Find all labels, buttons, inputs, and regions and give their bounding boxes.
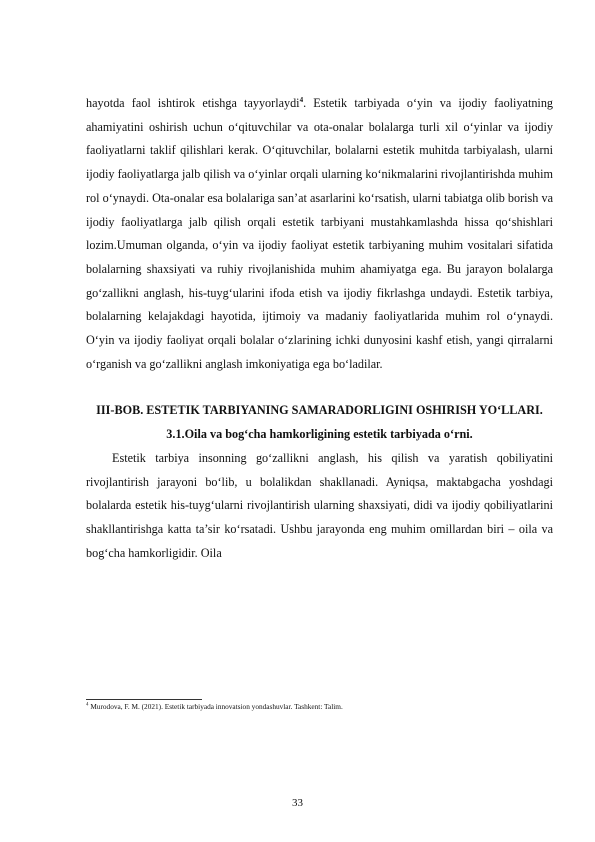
footnote-number: 4 <box>86 702 89 708</box>
paragraph-1-text-start: hayotda faol ishtirok etishga tayyorlaydi <box>86 96 300 110</box>
footnote-reference: 4 <box>299 95 304 104</box>
page-content <box>86 92 553 565</box>
chapter-heading: III-BOB. ESTETIK TARBIYANING SAMARADORLIGINI OSHIRISH YO‘LLARI. <box>96 403 543 418</box>
footnote <box>86 702 553 712</box>
footnote-text: Murodova, F. M. (2021). Estetik tarbiyada innovatsion yondashuvlar. Tashkent: Talim. <box>88 702 343 711</box>
section-heading: 3.1.Oila va bog‘cha hamkorligining estetik tarbiyada o‘rni. <box>166 427 473 442</box>
footnote-divider <box>86 699 202 700</box>
body-paragraph-2: Estetik tarbiya insonning go‘zallikni anglash, his qilish va yaratish qobiliyatini rivojlantirish jarayoni bo‘lib, u bolalikdan shakllanadi. Ayniqsa, maktabgacha yoshdagi bolalarda estetik his-tuyg‘ularni rivojlantirish ularning shaxsiyati, didi va ijodiy qobiliyatlarini shakllantirishga katta ta’sir ko‘rsatadi. Ushbu jarayonda eng muhim omillardan biri – oila va bog‘cha hamkorligidir. Oila <box>86 450 553 560</box>
page-number: 33 <box>292 797 303 809</box>
body-paragraph-1 <box>86 92 553 376</box>
paragraph-1-text-rest: . Estetik tarbiyada o‘yin va ijodiy faoliyatning ahamiyatini oshirish uchun o‘qituvchilar va ota-onalar bolalarga turli xil o‘yinlar va ijodiy faoliyatlarni taklif qilishlari kerak. O‘qituvchilar, bolalarni estetik muhitda tarbiyalash, ularni ijodiy faoliyatlarga jalb qilish va o‘yinlar orqali ularning ko‘nikmalarini rivojlantirishda muhim rol o‘ynaydi. Ota-onalar esa bolalariga san’at asarlarini ko‘rsatish, ularni tabiatga olib borish va ijodiy faoliyatlarga jalb qilish orqali estetik tarbiyani mustahkamlashda hissa qo‘shishlari lozim.Umuman olganda, o‘yin va ijodiy faoliyat estetik tarbiyaning muhim vositalari sifatida bolalarning shaxsiyati va ruhiy rivojlanishida muhim ahamiyatga ega. Bu jarayon bolalarga go‘zallikni anglash, his-tuyg‘ularini ifoda etish va ijodiy fikrlashga undaydi. Estetik tarbiya, bolalarning kelajakdagi hayotida, ijtimoiy va madaniy faoliyatlarida muhim rol o‘ynaydi. O‘yin va ijodiy faoliyat orqali bolalar o‘zlarining ichki dunyosini kashf etish, yangi qirralarni o‘rganish va go‘zallikni anglash imkoniyatiga ega bo‘ladilar. <box>86 96 554 371</box>
